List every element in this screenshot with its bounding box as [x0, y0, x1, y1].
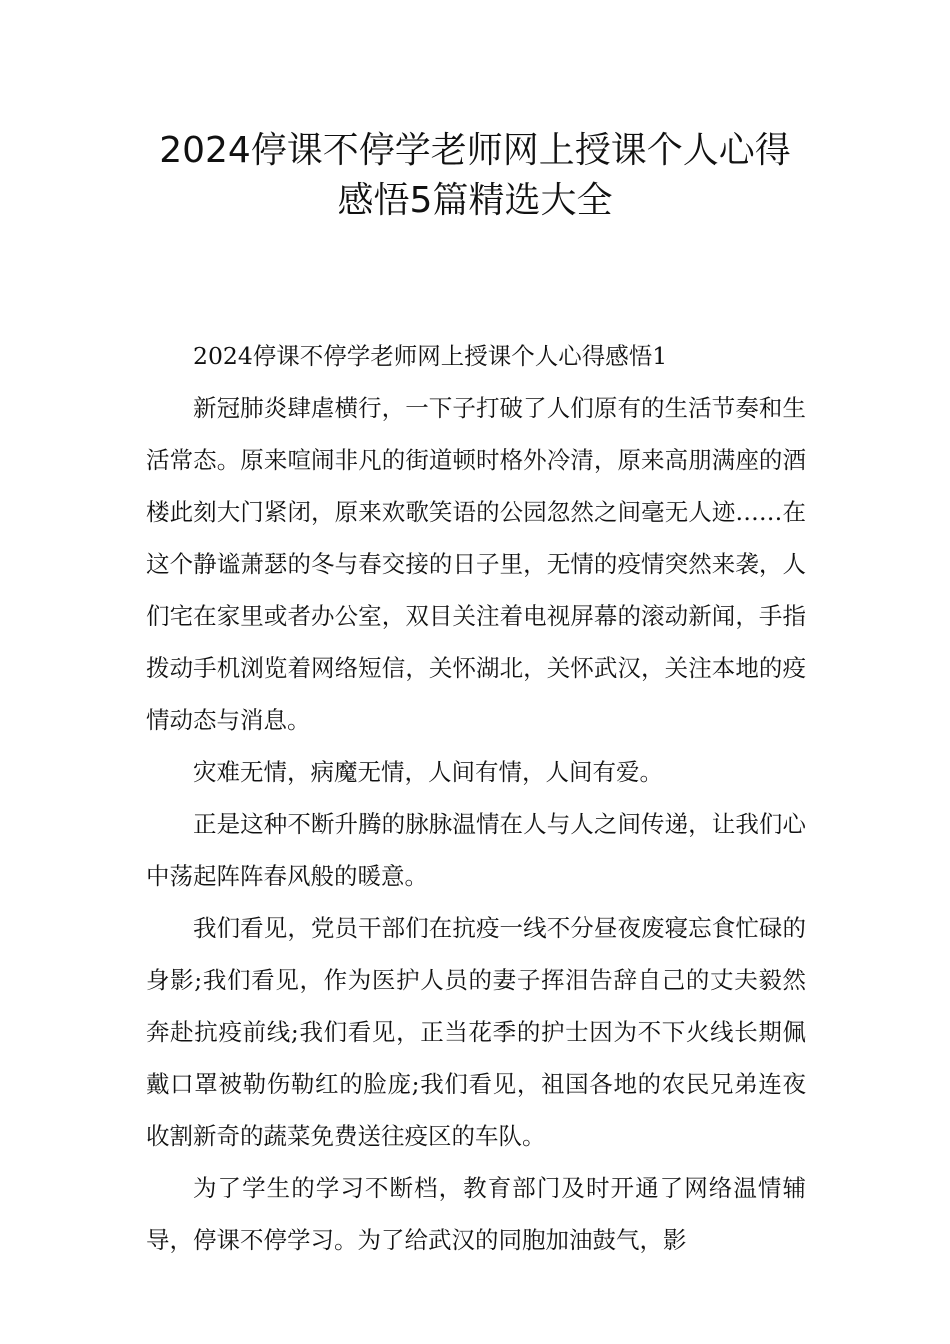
document-body	[146, 330, 806, 1266]
paragraph-2: 灾难无情，病魔无情，人间有情，人间有爱。	[193, 758, 663, 786]
paragraph-5: 为了学生的学习不断档，教育部门及时开通了网络温情辅导，停课不停学习。为了给武汉的同胞加油鼓气，影	[146, 1174, 806, 1254]
title-line-1: 2024停课不停学老师网上授课个人心得	[159, 130, 791, 171]
title-line-2: 感悟5篇精选大全	[337, 180, 613, 221]
paragraph-4: 我们看见，党员干部们在抗疫一线不分昼夜废寝忘食忙碌的身影;我们看见，作为医护人员的妻子挥泪告辞自己的丈夫毅然奔赴抗疫前线;我们看见，正当花季的护士因为不下火线长期佩戴口罩被勒伤勒红的脸庞;我们看见，祖国各地的农民兄弟连夜收割新奇的蔬菜免费送往疫区的车队。	[146, 914, 806, 1150]
paragraph-1: 新冠肺炎肆虐横行，一下子打破了人们原有的生活节奏和生活常态。原来喧闹非凡的街道顿时格外冷清，原来高朋满座的酒楼此刻大门紧闭，原来欢歌笑语的公园忽然之间毫无人迹……在这个静谧萧瑟的冬与春交接的日子里，无情的疫情突然来袭，人们宅在家里或者办公室，双目关注着电视屏幕的滚动新闻，手指拨动手机浏览着网络短信，关怀湖北，关怀武汉，关注本地的疫情动态与消息。	[146, 394, 806, 734]
document-title	[120, 126, 830, 226]
paragraph-3: 正是这种不断升腾的脉脉温情在人与人之间传递，让我们心中荡起阵阵春风般的暖意。	[146, 810, 806, 890]
section-heading: 2024停课不停学老师网上授课个人心得感悟1	[193, 342, 668, 370]
